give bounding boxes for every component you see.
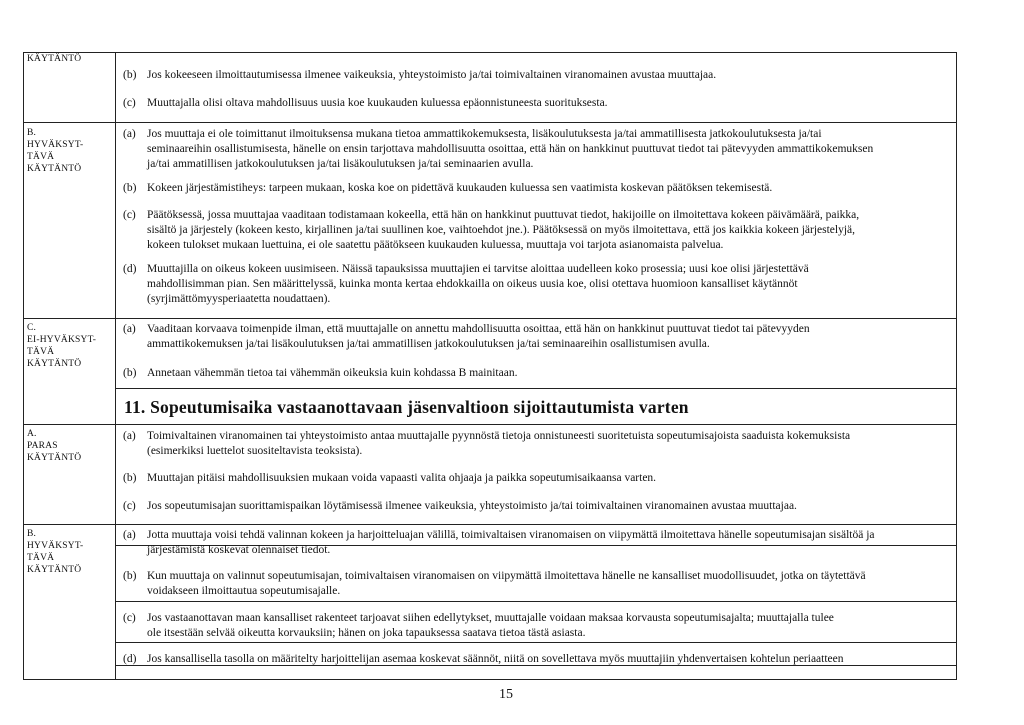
label-line: KÄYTÄNTÖ [27, 164, 82, 174]
label-line: KÄYTÄNTÖ [27, 453, 82, 463]
label-line: EI-HYVÄKSYT- [27, 335, 97, 345]
item-text: Jos kansallisella tasolla on määritelty harjoittelijan asemaa koskevat säännöt, niitä on sovellettava myös muuttajiin yhdenvertaisen kohtelun periaatteen [147, 653, 844, 665]
item-line: mahdollisimman pian. Sen määrittelyssä, kuinka monta kertaa ehdokkailla on oikeus uusia koe, olisi otettava huomioon kansalliset käytännöt [147, 278, 798, 290]
item-tag: (c) [123, 612, 136, 624]
item-b1-a [123, 127, 955, 172]
item-b2-b [123, 569, 955, 599]
item-tag: (c) [123, 500, 136, 512]
item-b1-b [123, 181, 955, 196]
item-b1-d [123, 262, 955, 307]
label-a-paras [27, 428, 113, 464]
item-line: ole itsestään selvää oikeutta korvauksiin; hänen on joka tapauksessa saatava tietoa tästä asiasta. [147, 627, 586, 639]
item-c1-a [123, 322, 955, 352]
item-tag: (b) [123, 182, 137, 194]
item-line: järjestämistä koskevat olennaiset tiedot. [147, 544, 331, 556]
item-line: (esimerkiksi luettelot suositeltavista teoksista). [147, 445, 363, 457]
item-tag: (a) [123, 529, 136, 541]
item-c1-b [123, 366, 955, 381]
label-line: PARAS [27, 441, 58, 451]
label-letter: C. [27, 323, 37, 333]
item-top-b [123, 68, 955, 83]
label-c-ei-hyvaksyttava [27, 322, 113, 370]
label-kaytanto [27, 53, 113, 65]
label-line: KÄYTÄNTÖ [27, 54, 82, 64]
item-line: Jos vastaanottavan maan kansalliset rakenteet tarjoavat siihen edellytykset, muuttajalle voidaan maksaa korvausta sopeutumisajalta; muuttajalla tulee [147, 612, 834, 624]
item-a2-c [123, 499, 955, 514]
item-text: Jos kokeeseen ilmoittautumisessa ilmenee vaikeuksia, yhteystoimisto ja/tai toimivaltainen viranomainen avustaa muuttajaa. [147, 69, 717, 81]
label-line: HYVÄKSYT- [27, 140, 84, 150]
label-b-hyvaksyttava-2 [27, 528, 113, 576]
item-tag: (a) [123, 323, 136, 335]
item-top-c [123, 96, 955, 111]
item-text: Kokeen järjestämistiheys: tarpeen mukaan, koska koe on pidettävä kuukauden kuluessa sen vaatimista koskevan päätöksen tekemisestä. [147, 182, 773, 194]
item-line: Jotta muuttaja voisi tehdä valinnan kokeen ja harjoitteluajan välillä, toimivaltaisen viranomaisen on viipymättä ilmoitettava hänelle sopeutumisajan sisältöä ja [147, 529, 875, 541]
label-letter: B. [27, 529, 37, 539]
label-line: TÄVÄ [27, 553, 55, 563]
item-tag: (d) [123, 263, 137, 275]
label-line: HYVÄKSYT- [27, 541, 84, 551]
item-line: Jos muuttaja ei ole toimittanut ilmoituksensa mukana tietoa ammattikokemuksesta, lisäkoulutuksesta ja/tai ammatillisesta jatkokoulutuksesta ja/tai [147, 128, 822, 140]
item-tag: (b) [123, 367, 137, 379]
cell-divider [115, 601, 957, 602]
item-b2-d [123, 652, 955, 667]
item-text: Jos sopeutumisajan suorittamispaikan löytämisessä ilmenee vaikeuksia, yhteystoimisto ja/tai toimivaltainen viranomainen avustaa muuttajaa. [147, 500, 797, 512]
item-line: Päätöksessä, jossa muuttajaa vaaditaan todistamaan kokeella, että hän on hankkinut puuttuvat tiedot, hakijoille on ilmoitettava kokeen päivämäärä, paikka, [147, 209, 860, 221]
item-tag: (d) [123, 653, 137, 665]
label-letter: B. [27, 128, 37, 138]
label-line: TÄVÄ [27, 152, 55, 162]
item-line: seminaareihin osallistumisesta, hänelle on ensin tarjottava mahdollisuutta osoittaa, että hän on hankkinut puuttuvat tiedot tai pätevyyden ammattikokemuksen [147, 143, 874, 155]
item-tag: (a) [123, 128, 136, 140]
item-line: (syrjimättömyysperiaatetta noudattaen). [147, 293, 331, 305]
cell-divider [115, 642, 957, 643]
column-divider [115, 52, 116, 680]
label-line: KÄYTÄNTÖ [27, 359, 82, 369]
item-tag: (c) [123, 97, 136, 109]
label-letter: A. [27, 429, 37, 439]
item-text: Muuttajalla olisi oltava mahdollisuus uusia koe kuukauden kuluessa epäonnistuneesta suorituksesta. [147, 97, 608, 109]
label-line: TÄVÄ [27, 347, 55, 357]
section-heading: 11. Sopeutumisaika vastaanottavaan jäsenvaltioon sijoittautumista varten [124, 397, 689, 417]
row-divider [115, 388, 957, 389]
label-b-hyvaksyttava [27, 127, 113, 175]
item-tag: (a) [123, 430, 136, 442]
item-line: kokeen tulokset mukaan luettuina, ei ole saatettu päätökseen kuukauden kuluessa, muuttaja voi tarjota asianomaista palvelua. [147, 239, 724, 251]
item-b2-c [123, 611, 955, 641]
item-line: Toimivaltainen viranomainen tai yhteystoimisto antaa muuttajalle pyynnöstä tietoja onnistuneesti suoritetuista sopeutumisajoista saaduista kokemuksista [147, 430, 851, 442]
item-tag: (c) [123, 209, 136, 221]
item-line: ammattikokemuksen ja/tai lisäkoulutuksen ja/tai ammatillisen jatkokoulutuksen ja/tai seminaareihin osallistumisen avulla. [147, 338, 710, 350]
item-a2-b [123, 471, 955, 486]
item-text: Muuttajan pitäisi mahdollisuuksien mukaan voida vapaasti valita ohjaaja ja paikka sopeutumisaikaansa varten. [147, 472, 657, 484]
item-line: Muuttajilla on oikeus kokeen uusimiseen. Näissä tapauksissa muuttajien ei tarvitse aloittaa uudelleen koko prosessia; uusi koe olisi järjestettävä [147, 263, 809, 275]
item-b1-c [123, 208, 955, 253]
label-line: KÄYTÄNTÖ [27, 565, 82, 575]
item-tag: (b) [123, 69, 137, 81]
item-line: ja/tai ammatillisen jatkokoulutuksen ja/tai lisäkoulutuksen ja/tai seminaarien avulla. [147, 158, 534, 170]
row-divider [23, 318, 957, 319]
page-number: 15 [499, 687, 513, 702]
row-divider [23, 424, 957, 425]
item-line: Kun muuttaja on valinnut sopeutumisajan, toimivaltaisen viranomaisen on viipymättä ilmoitettava hänelle ne kansalliset muodollisuudet, jotka on täytettävä [147, 570, 866, 582]
item-text: Annetaan vähemmän tietoa tai vähemmän oikeuksia kuin kohdassa B mainitaan. [147, 367, 518, 379]
item-line: voidakseen ilmoittautua sopeutumisajalle. [147, 585, 341, 597]
item-line: sisältö ja järjestely (kokeen kesto, kirjallinen ja/tai suullinen koe, vaihtoehdot jne.). Päätöksessä on myös ilmoitettava, että jos kaikkia kokeen järjestelyjä, [147, 224, 856, 236]
row-divider [23, 122, 957, 123]
item-line: Vaaditaan korvaava toimenpide ilman, että muuttajalle on annettu mahdollisuutta osoittaa, että hän on hankkinut puuttuvat tiedot tai pätevyyden [147, 323, 810, 335]
row-divider [23, 524, 957, 525]
item-tag: (b) [123, 570, 137, 582]
item-a2-a [123, 429, 955, 459]
item-b2-a [123, 528, 955, 558]
item-tag: (b) [123, 472, 137, 484]
